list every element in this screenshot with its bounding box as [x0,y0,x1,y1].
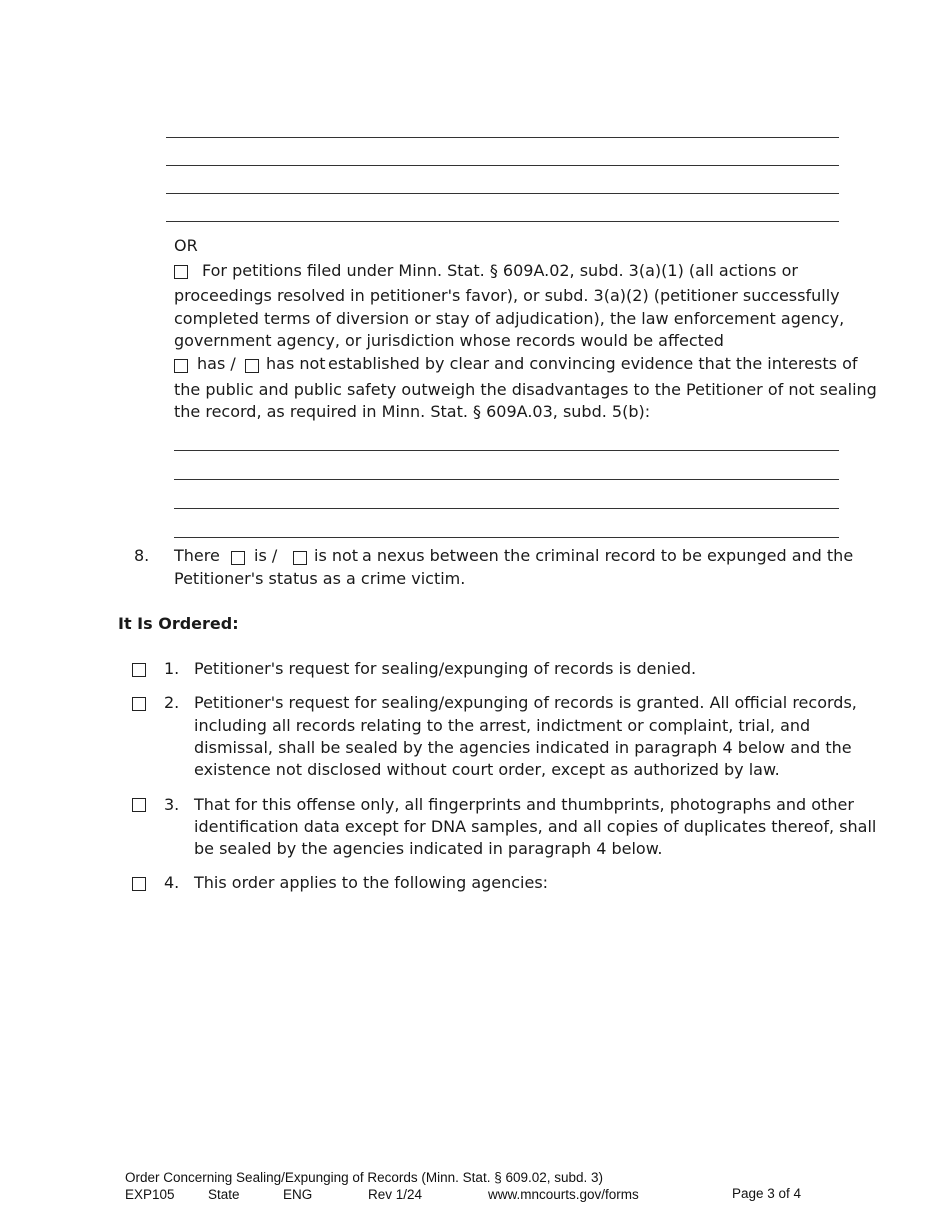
ordered-heading: It Is Ordered: [118,614,239,633]
order-2-checkbox[interactable] [132,697,146,711]
fill-in-line[interactable] [174,537,839,538]
footer-url[interactable]: www.mncourts.gov/forms [488,1187,639,1202]
footer-language: ENG [283,1187,313,1202]
fill-in-line[interactable] [166,137,839,138]
order-text: existence not disclosed without court order, except as authorized by law. [194,760,780,779]
order-text: including all records relating to the arrest, indictment or complaint, trial, and [194,716,811,735]
petition-clause-line: the record, as required in Minn. Stat. § 609A.03, subd. 5(b): [174,402,651,421]
order-text: dismissal, shall be sealed by the agencies indicated in paragraph 4 below and the [194,738,852,757]
petition-clause-line: established by clear and convincing evidence that the interests of [328,354,858,373]
has-label: has / [197,354,236,373]
order-text: Petitioner's request for sealing/expunging of records is denied. [194,659,697,678]
footer-title: Order Concerning Sealing/Expunging of Records (Minn. Stat. § 609.02, subd. 3) [125,1170,604,1185]
item8-there: There [174,546,220,565]
footer-page-number: Page 3 of 4 [732,1186,802,1201]
item8-text: a nexus between the criminal record to be expunged and the [362,546,854,565]
item8-text: Petitioner's status as a crime victim. [174,569,466,588]
petition-clause-checkbox[interactable] [174,265,188,279]
has-not-label: has not [266,354,326,373]
is-not-checkbox[interactable] [293,551,307,565]
petition-clause-line: government agency, or jurisdiction whose records would be affected [174,331,724,350]
petition-clause-line: the public and public safety outweigh the disadvantages to the Petitioner of not sealing [174,380,877,399]
item-number: 3. [164,795,180,814]
petition-clause-line: completed terms of diversion or stay of adjudication), the law enforcement agency, [174,309,845,328]
fill-in-line[interactable] [166,221,839,222]
fill-in-line[interactable] [174,450,839,451]
fill-in-line[interactable] [174,479,839,480]
order-1-checkbox[interactable] [132,663,146,677]
has-not-checkbox[interactable] [245,359,259,373]
item-number: 8. [134,546,150,565]
is-label: is / [254,546,278,565]
order-text: This order applies to the following agencies: [194,873,549,892]
fill-in-line[interactable] [166,193,839,194]
has-checkbox[interactable] [174,359,188,373]
order-3-checkbox[interactable] [132,798,146,812]
or-label: OR [174,236,198,255]
order-text: That for this offense only, all fingerprints and thumbprints, photographs and other [194,795,854,814]
order-text: identification data except for DNA samples, and all copies of duplicates thereof, shall [194,817,877,836]
order-4-checkbox[interactable] [132,877,146,891]
petition-clause-line: For petitions filed under Minn. Stat. § 609A.02, subd. 3(a)(1) (all actions or [202,261,798,280]
petition-clause-line: proceedings resolved in petitioner's favor), or subd. 3(a)(2) (petitioner successfully [174,286,840,305]
footer-form-code: EXP105 [125,1187,175,1202]
is-not-label: is not [314,546,359,565]
footer-jurisdiction: State [208,1187,240,1202]
fill-in-line[interactable] [166,165,839,166]
fill-in-line[interactable] [174,508,839,509]
item-number: 2. [164,693,180,712]
item-number: 4. [164,873,180,892]
is-checkbox[interactable] [231,551,245,565]
order-text: Petitioner's request for sealing/expunging of records is granted. All official records, [194,693,857,712]
item-number: 1. [164,659,180,678]
footer-revision: Rev 1/24 [368,1187,423,1202]
order-text: be sealed by the agencies indicated in paragraph 4 below. [194,839,663,858]
